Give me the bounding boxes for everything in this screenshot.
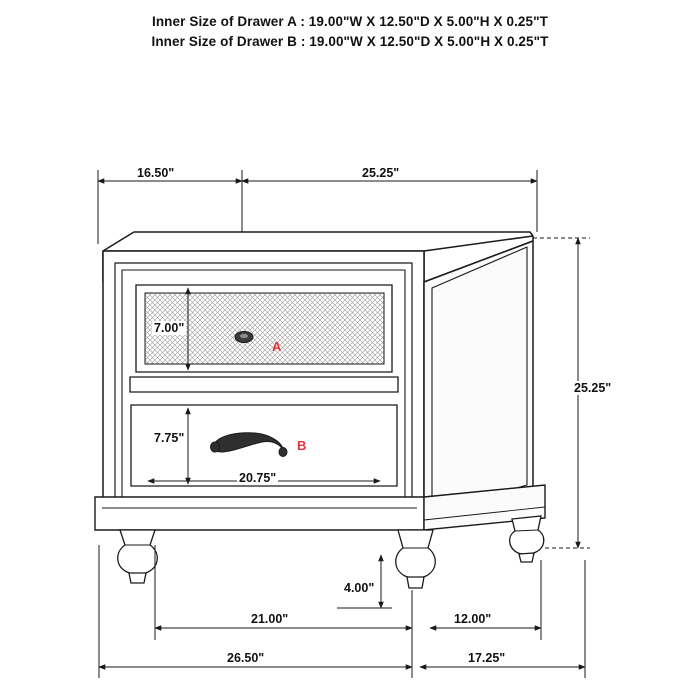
dim-top-left: 16.50" xyxy=(137,166,175,180)
dim-leg-height: 4.00" xyxy=(344,581,375,595)
dim-right-height: 25.25" xyxy=(574,381,612,395)
dim-overall-width: 26.50" xyxy=(227,651,265,665)
dim-drawer-a-height: 7.00" xyxy=(154,321,185,335)
dim-top-right: 25.25" xyxy=(362,166,400,180)
dim-drawer-b-height: 7.75" xyxy=(154,431,185,445)
dim-overall-depth: 17.25" xyxy=(468,651,506,665)
drawer-a-label: A xyxy=(272,339,282,354)
drawer-b-label: B xyxy=(297,438,307,453)
drawer-divider xyxy=(130,377,398,392)
dim-drawer-b-width: 20.75" xyxy=(239,471,277,485)
drawer-a-spec-text: Inner Size of Drawer A : 19.00"W X 12.50"D X 5.00"H X 0.25"T xyxy=(151,14,548,29)
dim-base-width: 21.00" xyxy=(251,612,289,626)
dim-depth-top: 12.00" xyxy=(454,612,492,626)
drawer-b-spec-text: Inner Size of Drawer B : 19.00"W X 12.50"D X 5.00"H X 0.25"T xyxy=(151,34,549,49)
